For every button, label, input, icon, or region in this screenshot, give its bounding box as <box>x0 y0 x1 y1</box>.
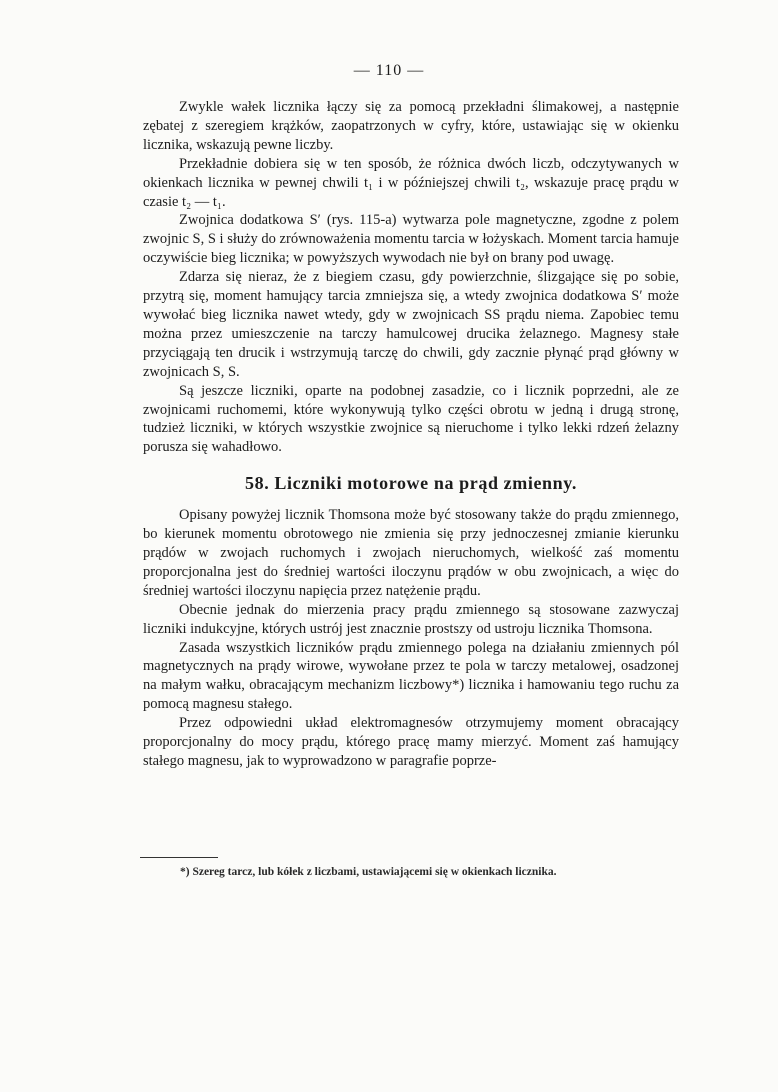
paragraph: Są jeszcze liczniki, oparte na podobnej zasadzie, co i licznik poprzedni, ale ze zwojnicami ruchomemi, które wykonywują tylko części obrotu w jedną i drugą stronę, tudzież liczniki, w których wszystkie zwojnice są nieruchome i tylko lekki rdzeń żelazny porusza się wahadłowo. <box>143 382 679 456</box>
paragraph: Zwojnica dodatkowa S′ (rys. 115-a) wytwarza pole magnetyczne, zgodne z polem zwojnic S, S i służy do zrównoważenia momentu tarcia w łożyskach. Moment tarcia hamuje oczywiście bieg licznika; w powyższych wywodach nie był on brany pod uwagę. <box>143 212 679 267</box>
paragraph: Obecnie jednak do mierzenia pracy prądu zmiennego są stosowane zazwyczaj liczniki indukcyjne, których ustrój jest znacznie prostszy od ustroju licznika Thomsona. <box>143 601 679 637</box>
paragraph: Zdarza się nieraz, że z biegiem czasu, gdy powierzchnie, ślizgające się po sobie, przytrą się, moment hamujący tarcia zmniejsza się, a wtedy zwojnica dodatkowa S′ może wywołać bieg licznika nawet wtedy, gdy w zwojnicach SS prądu niema. Zapobiec temu można przez umieszczenie na tarczy hamulcowej drucika żelaznego. Magnesy stałe przyciągają ten drucik i wstrzymują tarczę do chwili, gdy zacznie płynąć prąd główny w zwojnicach S, S. <box>143 269 679 380</box>
footnote-divider <box>140 857 218 858</box>
footnote: *) Szereg tarcz, lub kółek z liczbami, ustawiającemi się w okienkach licznika. <box>180 866 557 878</box>
paragraph: Przekładnie dobiera się w ten sposób, że różnica dwóch liczb, odczytywanych w okienkach licznika w pewnej chwili t₁ i w późniejszej chwili t₂, wskazuje pracę prądu w czasie t₂ — t₁. <box>143 155 679 210</box>
paragraph: Zasada wszystkich liczników prądu zmiennego polega na działaniu zmiennych pól magnetycznych na prądy wirowe, wywołane przez te pola w tarczy metalowej, osadzonej na małym wałku, obracającym mechanizm liczbowy*) licznika i hamowaniu tego ruchu za pomocą magnesu stałego. <box>143 639 679 713</box>
body-text <box>143 98 679 771</box>
paragraph: Opisany powyżej licznik Thomsona może być stosowany także do prądu zmiennego, bo kierunek momentu obrotowego nie zmienia się przy jednoczesnej zmianie kierunku prądów w zwojach ruchomych i zwojach nieruchomych, wielkość zaś momentu proporcjonalna jest do średniej wartości iloczynu prądów w obu zwojnicach, a więc do średniej wartości iloczynu napięcia przez natężenie prądu. <box>143 507 679 599</box>
paragraph: Zwykle wałek licznika łączy się za pomocą przekładni ślimakowej, a następnie zębatej z szeregiem krążków, zaopatrzonych w cyfry, które, ustawiając się w okienku licznika, wskazują pewne liczby. <box>143 99 679 153</box>
section-heading: 58. Liczniki motorowe na prąd zmienny. <box>245 473 577 494</box>
paragraph: Przez odpowiedni układ elektromagnesów otrzymujemy moment obracający proporcjonalny do mocy prądu, którego pracę mamy mierzyć. Moment zaś hamujący stałego magnesu, jak to wyprowadzono w paragrafie poprze- <box>143 715 679 769</box>
page-number: — 110 — <box>353 62 425 79</box>
